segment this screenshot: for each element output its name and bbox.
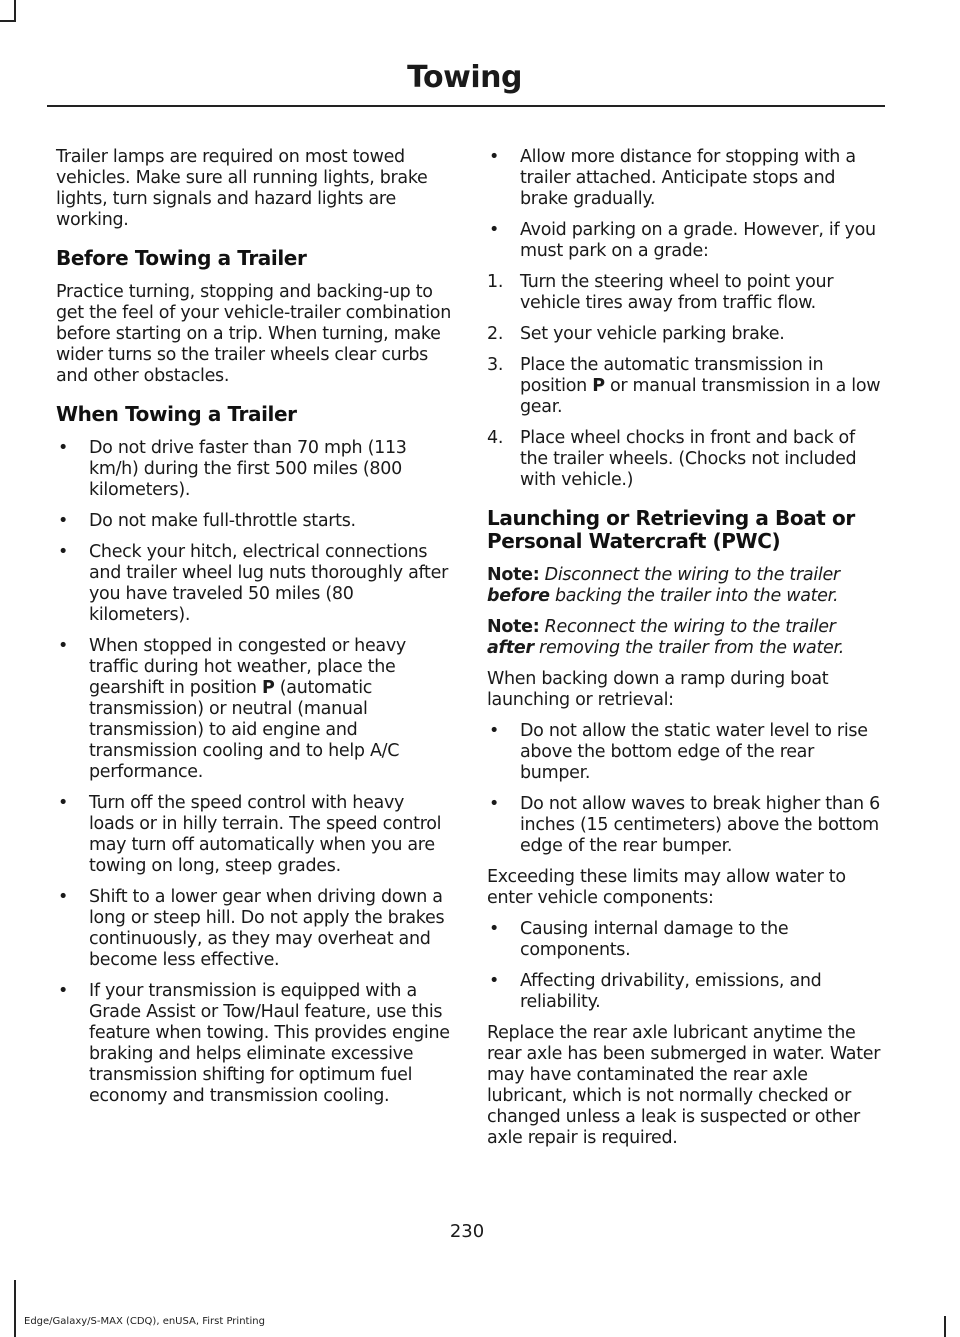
note-reconnect xyxy=(487,617,885,659)
list-item-text: Do not allow waves to break higher than 6 inches (15 centimeters) above the bottom edge of the rear bumper. xyxy=(520,794,880,856)
list-item-text: Affecting drivability, emissions, and reliability. xyxy=(520,971,822,1012)
intro-paragraph: Trailer lamps are required on most towed vehicles. Make sure all running lights, brake lights, turn signals and hazard lights are working. xyxy=(56,147,428,230)
step-text: Turn the steering wheel to point your vehicle tires away from traffic flow. xyxy=(520,272,834,313)
header-rule xyxy=(47,105,885,107)
backing-paragraph: When backing down a ramp during boat launching or retrieval: xyxy=(487,669,829,710)
bullet-marker: • xyxy=(58,887,69,907)
list-item-text: Do not drive faster than 70 mph (113 km/h) during the first 500 miles (800 kilometers). xyxy=(89,438,407,500)
bullet-marker: • xyxy=(58,636,69,656)
bullet-marker: • xyxy=(489,919,500,939)
crop-mark-bottom-right-v xyxy=(944,1316,946,1337)
note-text: removing the trailer from the water. xyxy=(533,638,845,658)
footer-printing-info: Edge/Galaxy/S-MAX (CDQ), enUSA, First Printing xyxy=(24,1316,265,1327)
gear-p-label: P xyxy=(592,376,605,396)
step-item xyxy=(487,324,885,345)
step-text: Set your vehicle parking brake. xyxy=(520,324,785,344)
heading-launching-boat: Launching or Retrieving a Boat or Personal Watercraft (PWC) xyxy=(487,506,855,553)
backing-list xyxy=(487,721,885,857)
list-item-text: If your transmission is equipped with a Grade Assist or Tow/Haul feature, use this feature when towing. This provides engine braking and helps eliminate excessive transmission shifting for optimum fuel economy and transmission cooling. xyxy=(89,981,450,1106)
list-item-text: Causing internal damage to the components. xyxy=(520,919,789,960)
bullet-marker: • xyxy=(489,147,500,167)
list-item xyxy=(487,721,885,784)
bullet-marker: • xyxy=(489,220,500,240)
right-column xyxy=(487,147,885,1159)
step-item xyxy=(487,428,885,491)
page-number: 230 xyxy=(449,1221,485,1242)
before-towing-paragraph: Practice turning, stopping and backing-up to get the feel of your vehicle-trailer combination before starting on a trip. When turning, make wider turns so the trailer wheels clear curbs and other obstacles. xyxy=(56,282,451,386)
list-item xyxy=(487,794,885,857)
step-text: Place the automatic transmission in position xyxy=(520,355,824,396)
list-item xyxy=(56,793,452,877)
bullet-marker: • xyxy=(58,438,69,458)
when-towing-list xyxy=(56,438,452,1107)
step-item xyxy=(487,272,885,314)
exceed-paragraph: Exceeding these limits may allow water to enter vehicle components: xyxy=(487,867,846,908)
step-text: Place wheel chocks in front and back of the trailer wheels. (Chocks not included with vehicle.) xyxy=(520,428,857,490)
heading-when-towing: When Towing a Trailer xyxy=(56,402,297,426)
list-item-text: Turn off the speed control with heavy loads or in hilly terrain. The speed control may turn off automatically when you are towing on long, steep grades. xyxy=(89,793,442,876)
page-header-title: Towing xyxy=(407,60,522,95)
list-item-text: Avoid parking on a grade. However, if you must park on a grade: xyxy=(520,220,876,261)
list-item xyxy=(56,438,452,501)
note-keyword: after xyxy=(487,638,534,658)
bullet-marker: • xyxy=(58,793,69,813)
list-item-text: Check your hitch, electrical connections and trailer wheel lug nuts thoroughly after you have traveled 50 miles (80 kilometers). xyxy=(89,542,448,625)
note-text: Disconnect the wiring to the trailer xyxy=(539,565,840,585)
list-item xyxy=(487,220,885,262)
list-item-text: Do not allow the static water level to rise above the bottom edge of the rear bumper. xyxy=(520,721,868,783)
list-item xyxy=(487,971,885,1013)
step-number: 4. xyxy=(487,428,504,448)
note-disconnect xyxy=(487,565,885,607)
bullet-marker: • xyxy=(489,971,500,991)
heading-before-towing: Before Towing a Trailer xyxy=(56,246,307,270)
note-text: Reconnect the wiring to the trailer xyxy=(539,617,836,637)
list-item xyxy=(56,887,452,971)
note-text: backing the trailer into the water. xyxy=(549,586,839,606)
left-column xyxy=(56,147,452,1117)
crop-mark-top-left-v xyxy=(14,0,16,20)
list-item-text: When stopped in congested or heavy traffic during hot weather, place the gearshift in position xyxy=(89,636,406,698)
list-item xyxy=(56,636,452,783)
parking-steps xyxy=(487,272,885,491)
note-label: Note: xyxy=(487,617,540,637)
step-text: or manual transmission in a low gear. xyxy=(520,376,881,417)
list-item xyxy=(487,919,885,961)
bullet-marker: • xyxy=(58,511,69,531)
replace-paragraph: Replace the rear axle lubricant anytime the rear axle has been submerged in water. Water may have contaminated the rear axle lubricant, which is not normally checked or changed unless a leak is suspected or other axle repair is required. xyxy=(487,1023,881,1148)
bullet-marker: • xyxy=(489,721,500,741)
step-number: 1. xyxy=(487,272,504,292)
crop-mark-bottom-left-v xyxy=(14,1280,16,1337)
bullet-marker: • xyxy=(58,542,69,562)
list-item xyxy=(56,981,452,1107)
crop-mark-top-left-h xyxy=(0,20,16,22)
list-item xyxy=(56,511,452,532)
step-number: 3. xyxy=(487,355,504,375)
exceed-list xyxy=(487,919,885,1013)
note-keyword: before xyxy=(487,586,550,606)
step-number: 2. xyxy=(487,324,504,344)
step-item xyxy=(487,355,885,418)
gear-p-label: P xyxy=(261,678,275,698)
bullet-marker: • xyxy=(489,794,500,814)
note-label: Note: xyxy=(487,565,540,585)
list-item-text: Do not make full-throttle starts. xyxy=(89,511,356,531)
list-item xyxy=(487,147,885,210)
stopping-list xyxy=(487,147,885,262)
list-item xyxy=(56,542,452,626)
list-item-text: Shift to a lower gear when driving down a long or steep hill. Do not apply the brakes continuously, as they may overheat and become less effective. xyxy=(89,887,445,970)
list-item-text: Allow more distance for stopping with a trailer attached. Anticipate stops and brake gradually. xyxy=(520,147,856,209)
list-item-text: (automatic transmission) or neutral (manual transmission) to aid engine and transmission cooling and to help A/C performance. xyxy=(89,678,400,782)
bullet-marker: • xyxy=(58,981,69,1001)
